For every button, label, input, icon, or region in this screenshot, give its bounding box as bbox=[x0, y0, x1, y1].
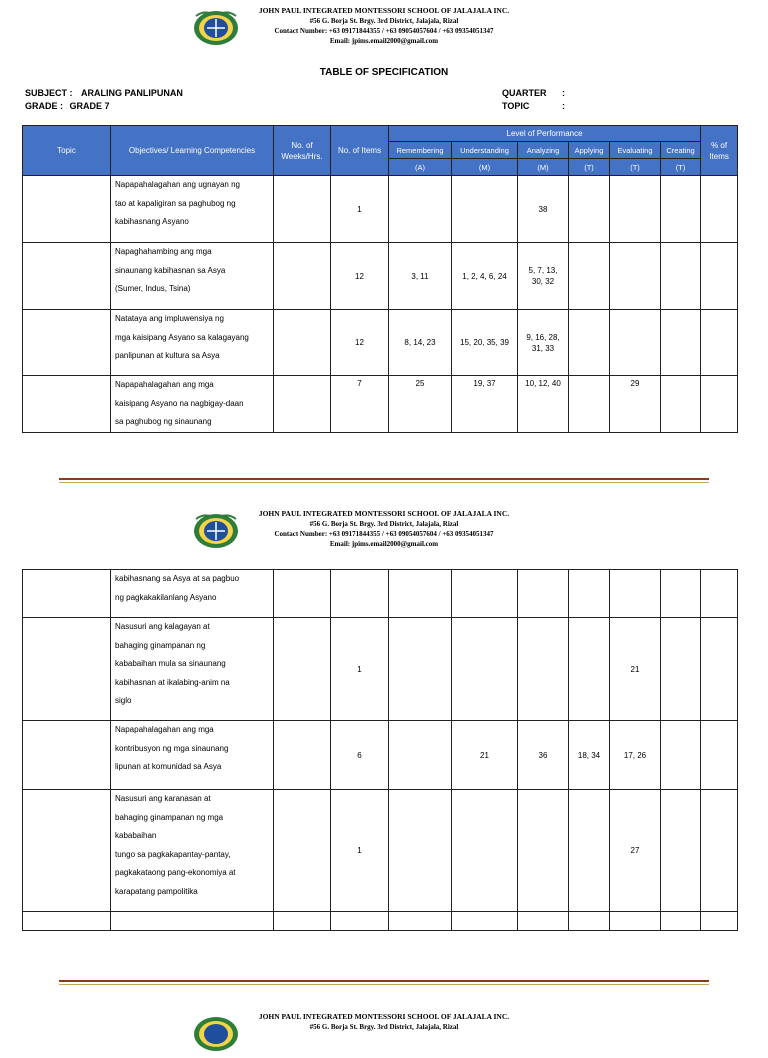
page-divider bbox=[59, 478, 709, 480]
level-code-applying: (T) bbox=[569, 159, 610, 176]
understanding-cell: 15, 20, 35, 39 bbox=[452, 310, 518, 376]
weeks-cell bbox=[274, 176, 331, 243]
objective-cell: Natataya ang impluwensiya ng mga kaisipang Asyano sa kalagayang panlipunan at kultura sa Asya bbox=[111, 310, 274, 376]
applying-cell bbox=[569, 570, 610, 618]
understanding-cell bbox=[452, 912, 518, 931]
applying-cell bbox=[569, 790, 610, 912]
percent-cell bbox=[701, 618, 738, 721]
col-weeks: No. of Weeks/Hrs. bbox=[274, 126, 331, 176]
items-cell: 6 bbox=[331, 721, 389, 790]
objective-cell: Napapahalagahan ang ugnayan ng tao at kapaligiran sa paghubog ng kabihasnang Asyano bbox=[111, 176, 274, 243]
letterhead-2 bbox=[0, 505, 768, 555]
objective-cell: Napaghahambing ang mga sinaunang kabihasnan sa Asya (Sumer, Indus, Tsina) bbox=[111, 243, 274, 310]
remembering-cell bbox=[389, 618, 452, 721]
applying-cell bbox=[569, 310, 610, 376]
topic-cell bbox=[23, 243, 111, 310]
table-row bbox=[23, 243, 738, 310]
evaluating-cell: 17, 26 bbox=[610, 721, 661, 790]
applying-cell bbox=[569, 376, 610, 433]
remembering-cell bbox=[389, 176, 452, 243]
weeks-cell bbox=[274, 721, 331, 790]
level-code-understanding: (M) bbox=[452, 159, 518, 176]
topic-cell bbox=[23, 721, 111, 790]
grade-line bbox=[25, 100, 110, 113]
col-percent: % of Items bbox=[701, 126, 738, 176]
analyzing-cell: 36 bbox=[518, 721, 569, 790]
creating-cell bbox=[661, 721, 701, 790]
page-divider-line bbox=[59, 984, 709, 985]
school-address: #56 G. Borja St. Brgy. 3rd District, Jalajala, Rizal bbox=[309, 17, 459, 25]
percent-cell bbox=[701, 243, 738, 310]
creating-cell bbox=[661, 243, 701, 310]
school-email: Email: jpims.email2000@gmail.com bbox=[329, 37, 439, 45]
understanding-cell bbox=[452, 176, 518, 243]
topic-line bbox=[502, 100, 565, 113]
weeks-cell bbox=[274, 570, 331, 618]
understanding-cell bbox=[452, 570, 518, 618]
remembering-cell bbox=[389, 721, 452, 790]
percent-cell bbox=[701, 721, 738, 790]
school-contact: Contact Number: +63 09171844355 / +63 09054057604 / +63 09354051347 bbox=[274, 530, 494, 538]
school-address: #56 G. Borja St. Brgy. 3rd District, Jalajala, Rizal bbox=[309, 1023, 459, 1031]
subject-line bbox=[25, 87, 183, 100]
page-title: TABLE OF SPECIFICATION bbox=[319, 67, 449, 78]
creating-cell bbox=[661, 376, 701, 433]
quarter-colon: : bbox=[562, 88, 565, 98]
evaluating-cell bbox=[610, 912, 661, 931]
school-name: JOHN PAUL INTEGRATED MONTESSORI SCHOOL OF JALAJALA INC. bbox=[258, 6, 510, 15]
analyzing-cell: 10, 12, 40 bbox=[518, 376, 569, 433]
grade-label: GRADE : bbox=[25, 101, 63, 111]
percent-cell bbox=[701, 310, 738, 376]
remembering-cell: 25 bbox=[389, 376, 452, 433]
school-contact: Contact Number: +63 09171844355 / +63 09054057604 / +63 09354051347 bbox=[274, 27, 494, 35]
table-row bbox=[23, 176, 738, 243]
quarter-line bbox=[502, 87, 565, 100]
page-divider-line bbox=[59, 482, 709, 483]
topic-label: TOPIC bbox=[502, 101, 530, 111]
applying-cell bbox=[569, 912, 610, 931]
col-objectives: Objectives/ Learning Competencies bbox=[111, 126, 274, 176]
level-understanding: Understanding bbox=[452, 142, 518, 159]
items-cell bbox=[331, 570, 389, 618]
objective-cell: kabihasnang sa Asya at sa pagbuo ng pagkakakilanlang Asyano bbox=[111, 570, 274, 618]
level-evaluating: Evaluating bbox=[610, 142, 661, 159]
topic-colon: : bbox=[562, 101, 565, 111]
evaluating-cell: 21 bbox=[610, 618, 661, 721]
table-row bbox=[23, 912, 738, 931]
weeks-cell bbox=[274, 790, 331, 912]
items-cell: 7 bbox=[331, 376, 389, 433]
school-name: JOHN PAUL INTEGRATED MONTESSORI SCHOOL OF JALAJALA INC. bbox=[258, 509, 510, 518]
letterhead-1 bbox=[0, 2, 768, 52]
objective-cell: Napapahalagahan ang mga kontribusyon ng mga sinaunang lipunan at komunidad sa Asya bbox=[111, 721, 274, 790]
analyzing-cell: 38 bbox=[518, 176, 569, 243]
subject-value: ARALING PANLIPUNAN bbox=[81, 88, 183, 98]
remembering-cell: 8, 14, 23 bbox=[389, 310, 452, 376]
quarter-label: QUARTER bbox=[502, 88, 547, 98]
creating-cell bbox=[661, 618, 701, 721]
table-row bbox=[23, 721, 738, 790]
applying-cell bbox=[569, 243, 610, 310]
analyzing-cell: 9, 16, 28, 31, 33 bbox=[518, 310, 569, 376]
items-cell: 1 bbox=[331, 790, 389, 912]
evaluating-cell: 27 bbox=[610, 790, 661, 912]
school-email: Email: jpims.email2000@gmail.com bbox=[329, 540, 439, 548]
percent-cell bbox=[701, 912, 738, 931]
topic-cell bbox=[23, 618, 111, 721]
level-creating: Creating bbox=[661, 142, 701, 159]
spec-table-page1 bbox=[22, 125, 738, 433]
understanding-cell: 19, 37 bbox=[452, 376, 518, 433]
col-level-of-performance: Level of Performance bbox=[389, 126, 701, 142]
level-code-creating: (T) bbox=[661, 159, 701, 176]
objective-cell bbox=[111, 912, 274, 931]
level-applying: Applying bbox=[569, 142, 610, 159]
applying-cell: 18, 34 bbox=[569, 721, 610, 790]
items-cell: 12 bbox=[331, 243, 389, 310]
objective-cell: Nasusuri ang karanasan at bahaging ginampanan ng mga kababaihan tungo sa pagkakapantay-pantay, pagkakataong pang-ekonomiya at karapatang pampolitika bbox=[111, 790, 274, 912]
objective-cell: Nasusuri ang kalagayan at bahaging ginampanan ng kababaihan mula sa sinaunang kabihasnan at ikalabing-anim na siglo bbox=[111, 618, 274, 721]
items-cell bbox=[331, 912, 389, 931]
col-items: No. of Items bbox=[331, 126, 389, 176]
items-cell: 1 bbox=[331, 176, 389, 243]
items-cell: 1 bbox=[331, 618, 389, 721]
evaluating-cell bbox=[610, 243, 661, 310]
level-remembering: Remembering bbox=[389, 142, 452, 159]
table-row bbox=[23, 570, 738, 618]
remembering-cell bbox=[389, 912, 452, 931]
understanding-cell: 21 bbox=[452, 721, 518, 790]
col-topic: Topic bbox=[23, 126, 111, 176]
analyzing-cell bbox=[518, 618, 569, 721]
analyzing-cell: 5, 7, 13, 30, 32 bbox=[518, 243, 569, 310]
understanding-cell bbox=[452, 790, 518, 912]
understanding-cell bbox=[452, 618, 518, 721]
table-row bbox=[23, 790, 738, 912]
analyzing-cell bbox=[518, 912, 569, 931]
weeks-cell bbox=[274, 310, 331, 376]
evaluating-cell bbox=[610, 176, 661, 243]
creating-cell bbox=[661, 790, 701, 912]
items-cell: 12 bbox=[331, 310, 389, 376]
evaluating-cell bbox=[610, 310, 661, 376]
level-analyzing: Analyzing bbox=[518, 142, 569, 159]
letterhead-3 bbox=[0, 1008, 768, 1058]
understanding-cell: 1, 2, 4, 6, 24 bbox=[452, 243, 518, 310]
level-code-analyzing: (M) bbox=[518, 159, 569, 176]
subject-label: SUBJECT : bbox=[25, 88, 73, 98]
school-name: JOHN PAUL INTEGRATED MONTESSORI SCHOOL OF JALAJALA INC. bbox=[258, 1012, 510, 1021]
weeks-cell bbox=[274, 243, 331, 310]
evaluating-cell bbox=[610, 570, 661, 618]
weeks-cell bbox=[274, 618, 331, 721]
analyzing-cell bbox=[518, 790, 569, 912]
spec-table-page2 bbox=[22, 569, 738, 931]
topic-cell bbox=[23, 570, 111, 618]
page-divider bbox=[59, 980, 709, 982]
percent-cell bbox=[701, 176, 738, 243]
table-row bbox=[23, 376, 738, 433]
evaluating-cell: 29 bbox=[610, 376, 661, 433]
analyzing-cell bbox=[518, 570, 569, 618]
table-row bbox=[23, 310, 738, 376]
creating-cell bbox=[661, 570, 701, 618]
creating-cell bbox=[661, 176, 701, 243]
objective-cell: Napapahalagahan ang mga kaisipang Asyano na nagbigay-daan sa paghubog ng sinaunang bbox=[111, 376, 274, 433]
remembering-cell bbox=[389, 570, 452, 618]
level-code-evaluating: (T) bbox=[610, 159, 661, 176]
applying-cell bbox=[569, 618, 610, 721]
table-row bbox=[23, 618, 738, 721]
topic-cell bbox=[23, 376, 111, 433]
weeks-cell bbox=[274, 912, 331, 931]
topic-cell bbox=[23, 310, 111, 376]
creating-cell bbox=[661, 912, 701, 931]
school-address: #56 G. Borja St. Brgy. 3rd District, Jalajala, Rizal bbox=[309, 520, 459, 528]
grade-value: GRADE 7 bbox=[69, 101, 110, 111]
topic-cell bbox=[23, 790, 111, 912]
weeks-cell bbox=[274, 376, 331, 433]
applying-cell bbox=[569, 176, 610, 243]
level-code-remembering: (A) bbox=[389, 159, 452, 176]
percent-cell bbox=[701, 790, 738, 912]
percent-cell bbox=[701, 570, 738, 618]
creating-cell bbox=[661, 310, 701, 376]
remembering-cell bbox=[389, 790, 452, 912]
remembering-cell: 3, 11 bbox=[389, 243, 452, 310]
topic-cell bbox=[23, 912, 111, 931]
topic-cell bbox=[23, 176, 111, 243]
percent-cell bbox=[701, 376, 738, 433]
